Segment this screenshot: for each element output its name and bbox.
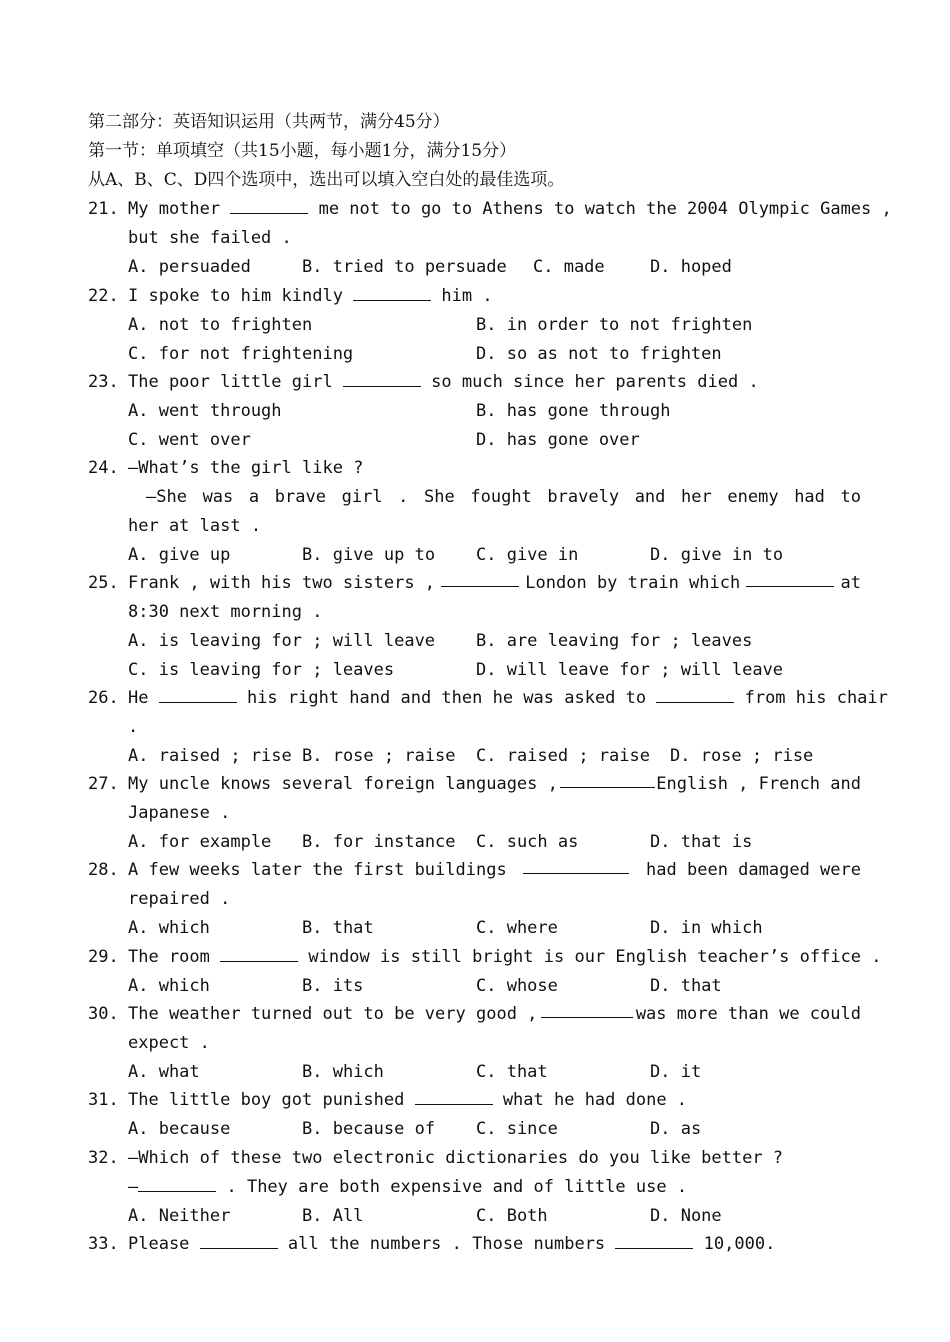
question-stem-cont: 8:30 next morning . [128, 602, 323, 622]
option-c[interactable]: C. for not frightening [128, 344, 354, 364]
answer-blank[interactable] [541, 1003, 633, 1018]
question-number: 31. [88, 1090, 119, 1110]
option-d[interactable]: D. as [650, 1119, 702, 1139]
answer-blank[interactable] [220, 947, 298, 962]
option-c[interactable]: C. whose [476, 976, 558, 996]
answer-blank[interactable] [560, 773, 655, 788]
instruction-text: 从A、B、C、D四个选项中，选出可以填入空白处的最佳选项。 [88, 170, 565, 190]
option-a[interactable]: A. not to frighten [128, 315, 313, 335]
question-number: 25. [88, 573, 119, 593]
question-number: 32. [88, 1148, 119, 1168]
question-number: 30. [88, 1004, 119, 1024]
option-c[interactable]: C. is leaving for ; leaves [128, 660, 395, 680]
question-stem: Frank , with his two sisters , London by train which at [128, 573, 861, 593]
option-d[interactable]: D. has gone over [476, 430, 640, 450]
answer-blank-1[interactable] [159, 688, 237, 703]
option-a[interactable]: A. Neither [128, 1206, 231, 1226]
question-stem-cont: Japanese . [128, 803, 231, 823]
dialogue-line-1: —Which of these two electronic dictionaries do you like better ? [128, 1148, 784, 1168]
answer-blank[interactable] [415, 1090, 493, 1105]
question-number: 23. [88, 372, 119, 392]
option-a[interactable]: A. for example [128, 832, 272, 852]
question-stem-cont: repaired . [128, 889, 231, 909]
question-stem: The room window is still bright is our English teacher’s office . [128, 947, 882, 967]
option-d[interactable]: D. so as not to frighten [476, 344, 722, 364]
question-stem-cont: . [128, 717, 139, 737]
question-stem-cont: expect . [128, 1033, 210, 1053]
option-b[interactable]: B. for instance [302, 832, 456, 852]
question-stem: My uncle knows several foreign languages , English , French and [128, 774, 861, 794]
question-stem: The little boy got punished what he had done . [128, 1090, 688, 1110]
option-a[interactable]: A. because [128, 1119, 231, 1139]
option-b[interactable]: B. give up to [302, 545, 436, 565]
option-d[interactable]: D. that [650, 976, 722, 996]
option-a[interactable]: A. which [128, 976, 210, 996]
question-number: 29. [88, 947, 119, 967]
option-d[interactable]: D. give in to [650, 545, 784, 565]
option-c[interactable]: C. such as [476, 832, 579, 852]
answer-blank-1[interactable] [441, 572, 519, 587]
question-number: 33. [88, 1234, 119, 1254]
answer-blank[interactable] [523, 859, 629, 874]
question-stem: He his right hand and then he was asked to from his chair [128, 688, 888, 708]
option-b[interactable]: B. its [302, 976, 364, 996]
option-d[interactable]: D. None [650, 1206, 722, 1226]
option-a[interactable]: A. went through [128, 401, 282, 421]
question-stem: I spoke to him kindly him . [128, 286, 493, 306]
question-number: 21. [88, 199, 119, 219]
part-heading: 第二部分：英语知识运用（共两节，满分45分） [88, 112, 450, 132]
option-b[interactable]: B. are leaving for ; leaves [476, 631, 753, 651]
question-number: 28. [88, 860, 119, 880]
answer-blank[interactable] [230, 199, 308, 214]
answer-blank[interactable] [138, 1177, 216, 1192]
dialogue-line-3: her at last . [128, 516, 262, 536]
section-heading: 第一节：单项填空（共15小题，每小题1分，满分15分） [88, 141, 517, 161]
option-c[interactable]: C. Both [476, 1206, 548, 1226]
option-b[interactable]: B. tried to persuade [302, 257, 507, 277]
question-stem: Please all the numbers . Those numbers 10,000. [128, 1234, 776, 1254]
question-number: 27. [88, 774, 119, 794]
option-b[interactable]: B. in order to not frighten [476, 315, 753, 335]
answer-blank[interactable] [343, 372, 421, 387]
option-b[interactable]: B. which [302, 1062, 384, 1082]
option-b[interactable]: B. that [302, 918, 374, 938]
option-c[interactable]: C. since [476, 1119, 558, 1139]
option-a[interactable]: A. is leaving for ; will leave [128, 631, 436, 651]
option-c[interactable]: C. raised ; raise [476, 746, 650, 766]
answer-blank-2[interactable] [615, 1234, 693, 1249]
option-d[interactable]: D. in which [650, 918, 763, 938]
option-c[interactable]: C. where [476, 918, 558, 938]
dialogue-line-2: — . They are both expensive and of little use . [128, 1177, 688, 1197]
option-d[interactable]: D. rose ; rise [670, 746, 814, 766]
question-stem-cont: but she failed . [128, 228, 292, 248]
option-c[interactable]: C. went over [128, 430, 251, 450]
answer-blank-2[interactable] [746, 572, 834, 587]
question-stem: The weather turned out to be very good , was more than we could [128, 1004, 861, 1024]
answer-blank[interactable] [353, 286, 431, 301]
option-d[interactable]: D. it [650, 1062, 702, 1082]
question-number: 22. [88, 286, 119, 306]
answer-blank-1[interactable] [200, 1234, 278, 1249]
option-a[interactable]: A. which [128, 918, 210, 938]
option-b[interactable]: B. has gone through [476, 401, 671, 421]
question-stem: A few weeks later the first buildings had been damaged were [128, 860, 861, 880]
option-a[interactable]: A. raised ; rise [128, 746, 292, 766]
option-a[interactable]: A. what [128, 1062, 200, 1082]
question-number: 26. [88, 688, 119, 708]
option-b[interactable]: B. because of [302, 1119, 436, 1139]
dialogue-line-2: —She was a brave girl . She fought bravely and her enemy had to [146, 487, 861, 507]
question-stem: The poor little girl so much since her parents died . [128, 372, 759, 392]
option-b[interactable]: B. All [302, 1206, 364, 1226]
option-a[interactable]: A. give up [128, 545, 231, 565]
question-number: 24. [88, 458, 119, 478]
dialogue-line-1: —What’s the girl like ? [128, 458, 364, 478]
option-b[interactable]: B. rose ; raise [302, 746, 456, 766]
option-c[interactable]: C. that [476, 1062, 548, 1082]
option-d[interactable]: D. that is [650, 832, 753, 852]
option-d[interactable]: D. hoped [650, 257, 732, 277]
answer-blank-2[interactable] [656, 688, 734, 703]
option-a[interactable]: A. persuaded [128, 257, 251, 277]
option-c[interactable]: C. give in [476, 545, 579, 565]
question-stem: My mother me not to go to Athens to watch the 2004 Olympic Games , [128, 199, 892, 219]
option-d[interactable]: D. will leave for ; will leave [476, 660, 784, 680]
option-c[interactable]: C. made [533, 257, 605, 277]
